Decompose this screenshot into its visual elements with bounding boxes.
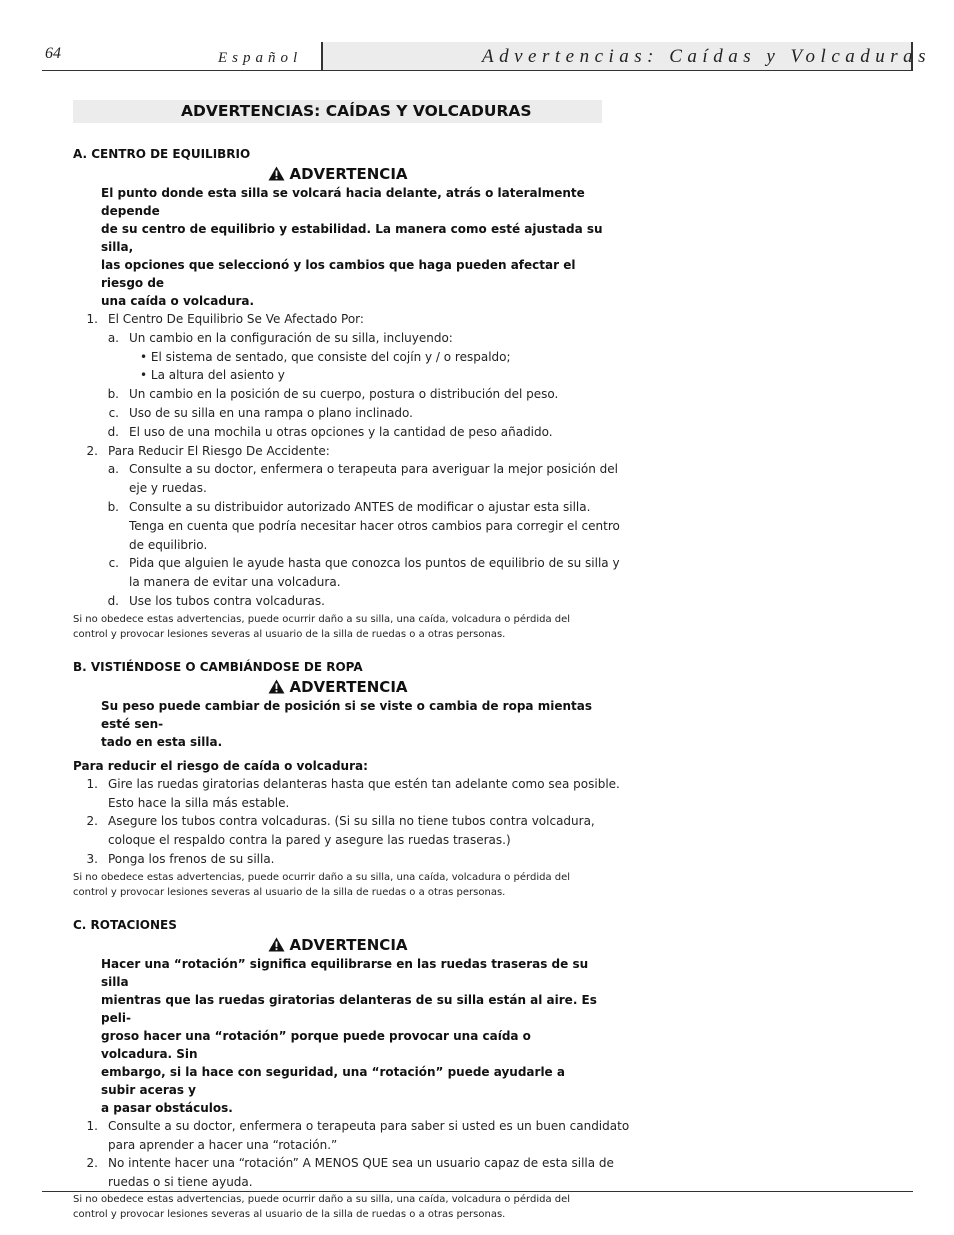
section-b-list bbox=[73, 775, 620, 869]
list-item bbox=[73, 498, 603, 517]
list-text: para aprender a hacer una “rotación.” bbox=[108, 1137, 338, 1152]
list-item bbox=[73, 850, 603, 869]
fine-print-line: control y provocar lesiones severas al usuario de la silla de ruedas o a otras personas. bbox=[73, 629, 506, 641]
section-b-warning-text bbox=[101, 697, 603, 751]
header-separator bbox=[321, 42, 323, 71]
warning-line: tado en esta silla. bbox=[101, 734, 223, 749]
list-marker: b. bbox=[107, 499, 119, 514]
list-marker: a. bbox=[107, 330, 119, 345]
section-a-list bbox=[73, 310, 620, 611]
fine-print-line: Si no obedece estas advertencias, puede ocurrir daño a su silla, una caída, volcadura o pérdida del bbox=[73, 871, 571, 883]
list-item bbox=[73, 460, 618, 479]
list-text: de equilibrio. bbox=[129, 537, 208, 552]
list-item bbox=[73, 423, 603, 442]
list-text: Consulte a su distribuidor autorizado ANTES de modificar o ajustar esta silla. bbox=[129, 499, 591, 514]
warning-label: ADVERTENCIA bbox=[289, 935, 408, 954]
warning-label: ADVERTENCIA bbox=[289, 165, 408, 183]
warning-line: embargo, si la hace con seguridad, una “rotación” puede ayudarle a subir aceras y bbox=[101, 1064, 565, 1097]
list-marker: b. bbox=[107, 387, 119, 402]
list-item bbox=[73, 1154, 614, 1173]
list-marker: 2. bbox=[86, 1156, 98, 1171]
header-title: Advertencias: Caídas y Volcaduras bbox=[482, 46, 932, 67]
list-text: • La altura del asiento y bbox=[140, 368, 285, 383]
fine-print-line: Si no obedece estas advertencias, puede ocurrir daño a su silla, una caída, volcadura o pérdida del bbox=[73, 1193, 571, 1205]
list-marker: 1. bbox=[86, 1118, 98, 1133]
list-item-continuation bbox=[73, 1136, 603, 1155]
section-c-list bbox=[73, 1117, 630, 1192]
list-marker: a. bbox=[107, 462, 119, 477]
list-item-continuation bbox=[73, 794, 603, 813]
list-text: Para Reducir El Riesgo De Accidente: bbox=[108, 443, 330, 458]
list-marker: 1. bbox=[86, 776, 98, 791]
list-text: Ponga los frenos de su silla. bbox=[108, 851, 275, 866]
list-text: eje y ruedas. bbox=[129, 481, 207, 496]
warning-triangle-icon bbox=[268, 679, 285, 694]
list-item bbox=[73, 592, 603, 611]
list-marker: 1. bbox=[86, 312, 98, 326]
warning-line: una caída o volcadura. bbox=[101, 294, 255, 308]
list-text: Gire las ruedas giratorias delanteras hasta que estén tan adelante como sea posible. bbox=[108, 776, 620, 791]
footer-rule bbox=[42, 1191, 913, 1192]
section-b-warning-heading bbox=[73, 677, 603, 697]
warning-line: mientras que las ruedas giratorias delanteras de su silla están al aire. Es peli- bbox=[101, 992, 597, 1025]
list-marker: 2. bbox=[86, 814, 98, 829]
list-text: El uso de una mochila u otras opciones y la cantidad de peso añadido. bbox=[129, 424, 553, 439]
section-c-fine-print bbox=[73, 1192, 603, 1223]
warning-line: Su peso puede cambiar de posición si se viste o cambia de ropa mientas esté sen- bbox=[101, 698, 592, 731]
list-item bbox=[73, 442, 603, 461]
warning-label: ADVERTENCIA bbox=[289, 677, 408, 696]
main-title: ADVERTENCIAS: CAÍDAS Y VOLCADURAS bbox=[73, 100, 602, 123]
section-a-heading: A. CENTRO DE EQUILIBRIO bbox=[73, 147, 251, 161]
list-item bbox=[73, 812, 603, 831]
section-c-warning-text bbox=[101, 955, 603, 1117]
list-item-continuation bbox=[73, 573, 603, 592]
section-b-heading: B. VISTIÉNDOSE O CAMBIÁNDOSE DE ROPA bbox=[73, 659, 363, 674]
list-item bbox=[73, 329, 603, 348]
list-text: Un cambio en la posición de su cuerpo, postura o distribución del peso. bbox=[129, 387, 559, 402]
list-text: No intente hacer una “rotación” A MENOS QUE sea un usuario capaz de esta silla de bbox=[108, 1156, 614, 1171]
list-marker: d. bbox=[107, 424, 119, 439]
list-item bbox=[73, 404, 603, 423]
list-marker: 2. bbox=[86, 443, 98, 458]
warning-line: a pasar obstáculos. bbox=[101, 1100, 233, 1115]
list-item bbox=[73, 775, 620, 794]
list-item-continuation bbox=[73, 536, 603, 555]
list-item-continuation bbox=[73, 479, 603, 498]
list-item bbox=[73, 310, 603, 329]
list-text: coloque el respaldo contra la pared y asegure las ruedas traseras.) bbox=[108, 833, 511, 848]
list-text: El Centro De Equilibrio Se Ve Afectado Por: bbox=[108, 312, 364, 326]
content-column bbox=[73, 100, 630, 1223]
list-text: Uso de su silla en una rampa o plano inclinado. bbox=[129, 405, 413, 420]
list-text: la manera de evitar una volcadura. bbox=[129, 575, 341, 590]
list-text: Consulte a su doctor, enfermera o terapeuta para averiguar la mejor posición del bbox=[129, 462, 618, 477]
section-c-warning-heading bbox=[73, 935, 603, 955]
section-a-warning-heading bbox=[73, 164, 603, 184]
list-text: Asegure los tubos contra volcaduras. (Si su silla no tiene tubos contra volcadura, bbox=[108, 814, 595, 829]
warning-line: groso hacer una “rotación” porque puede provocar una caída o volcadura. Sin bbox=[101, 1028, 531, 1061]
list-item bbox=[73, 554, 620, 573]
warning-line: las opciones que seleccionó y los cambios que haga pueden afectar el riesgo de bbox=[101, 258, 576, 290]
list-text: Use los tubos contra volcaduras. bbox=[129, 593, 325, 608]
warning-line: El punto donde esta silla se volcará hacia delante, atrás o lateralmente depende bbox=[101, 186, 585, 218]
fine-print-line: control y provocar lesiones severas al usuario de la silla de ruedas o a otras personas. bbox=[73, 1209, 506, 1221]
list-marker: 3. bbox=[86, 851, 98, 866]
list-text: • El sistema de sentado, que consiste del cojín y / o respaldo; bbox=[140, 349, 511, 364]
section-c-heading: C. ROTACIONES bbox=[73, 917, 177, 932]
warning-line: Hacer una “rotación” significa equilibrarse en las ruedas traseras de su silla bbox=[101, 956, 589, 989]
list-marker: c. bbox=[108, 556, 119, 571]
list-item-continuation bbox=[73, 517, 620, 536]
list-item-continuation bbox=[73, 1173, 603, 1192]
list-text: Tenga en cuenta que podría necesitar hacer otros cambios para corregir el centro bbox=[129, 518, 620, 533]
list-item bbox=[73, 1117, 630, 1136]
warning-triangle-icon bbox=[268, 937, 285, 952]
list-text: Un cambio en la configuración de su silla, incluyendo: bbox=[129, 330, 453, 345]
list-marker: c. bbox=[108, 405, 119, 420]
list-marker: d. bbox=[107, 593, 119, 608]
header-language: Español bbox=[218, 50, 303, 66]
list-item-continuation bbox=[73, 831, 603, 850]
warning-line: de su centro de equilibrio y estabilidad. La manera como esté ajustada su silla, bbox=[101, 222, 603, 254]
section-b-fine-print bbox=[73, 870, 603, 901]
list-item bbox=[73, 348, 603, 367]
section-b-reduce-heading: Para reducir el riesgo de caída o volcadura: bbox=[73, 758, 368, 773]
fine-print-line: control y provocar lesiones severas al usuario de la silla de ruedas o a otras personas. bbox=[73, 887, 506, 899]
list-item bbox=[73, 366, 603, 385]
header-rule bbox=[42, 70, 913, 71]
list-text: Pida que alguien le ayude hasta que conozca los puntos de equilibrio de su silla y bbox=[129, 556, 620, 571]
warning-triangle-icon bbox=[268, 166, 285, 181]
section-a-warning-text bbox=[101, 184, 603, 310]
fine-print-line: Si no obedece estas advertencias, puede ocurrir daño a su silla, una caída, volcadura o pérdida del bbox=[73, 613, 571, 625]
list-item bbox=[73, 385, 603, 404]
list-text: Esto hace la silla más estable. bbox=[108, 795, 290, 810]
page-number: 64 bbox=[45, 45, 61, 62]
list-text: Consulte a su doctor, enfermera o terapeuta para saber si usted es un buen candidato bbox=[108, 1118, 630, 1133]
list-text: ruedas o si tiene ayuda. bbox=[108, 1175, 253, 1190]
section-a-fine-print bbox=[73, 612, 603, 643]
